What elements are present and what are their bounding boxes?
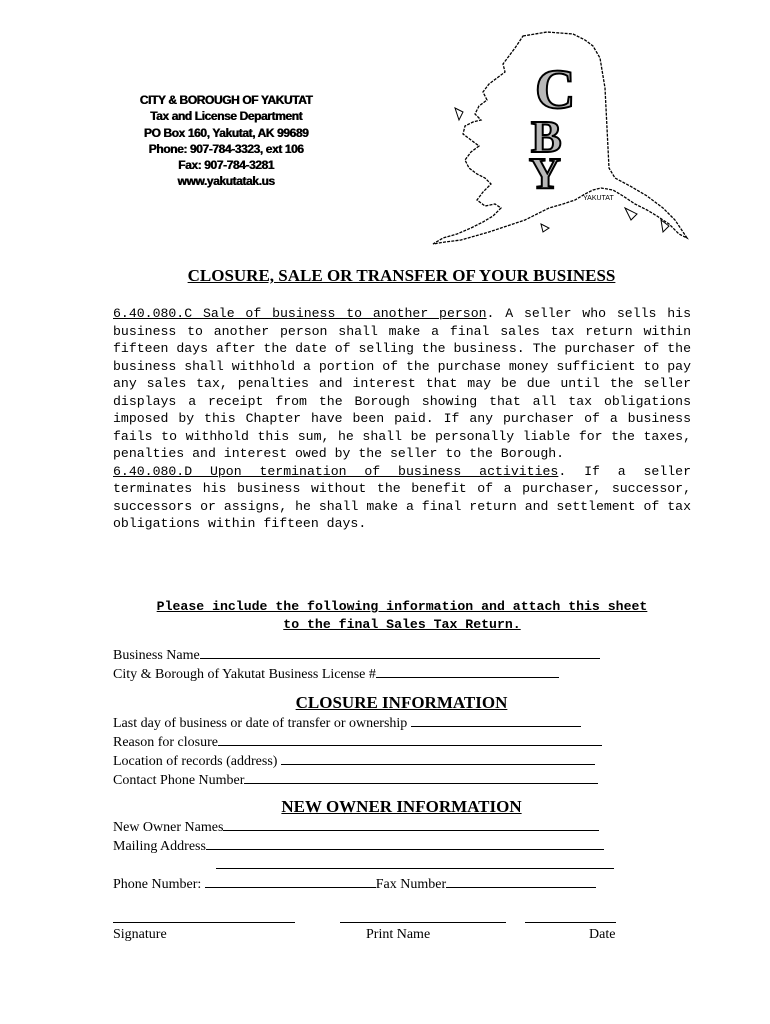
- cby-alaska-logo: [425, 28, 700, 250]
- new-owner-names-field[interactable]: [113, 818, 618, 837]
- phone-number-blank[interactable]: [205, 875, 376, 888]
- instruction-line-2: to the final Sales Tax Return.: [283, 616, 521, 632]
- header-fax: Fax: 907-784-3281: [178, 158, 274, 173]
- last-day-blank[interactable]: [411, 714, 581, 727]
- contact-phone-blank[interactable]: [244, 771, 598, 784]
- records-location-label: Location of records (address): [113, 754, 278, 769]
- print-name-label: Print Name: [366, 927, 431, 942]
- ordinance-c-body: . A seller who sells his business to another person shall make a final sales tax return within fifteen days after the date of selling the business. The purchaser of the business shall withhold a portion of the purchase money sufficient to pay any sales tax, penalties and interest that may be due until the seller displays a receipt from the Borough showing that all tax obligations imposed by this Chapter have been paid. If any purchaser of a business fails to withhold this sum, he shall be personally liable for the taxes, penalties and interest owed by the seller to the Borough.: [113, 306, 691, 461]
- business-license-label: City & Borough of Yakutat Business License #: [113, 667, 376, 682]
- fax-number-label: Fax Number: [375, 877, 447, 892]
- business-name-field[interactable]: [113, 646, 613, 665]
- ordinance-c-heading: 6.40.080.C Sale of business to another person: [113, 306, 487, 321]
- header-website: www.yakutatak.us: [177, 174, 275, 189]
- print-name-line[interactable]: [340, 922, 506, 923]
- signature-label: Signature: [113, 927, 167, 942]
- department-header: [100, 92, 352, 190]
- reason-field[interactable]: [113, 733, 613, 752]
- new-owner-names-blank[interactable]: [223, 818, 599, 831]
- contact-phone-field[interactable]: [113, 771, 613, 790]
- last-day-label: Last day of business or date of transfer or ownership: [113, 716, 408, 731]
- new-owner-fields: [113, 818, 618, 894]
- ordinance-d-body: . If a seller terminates his business without the benefit of a purchaser, successor, successors or assigns, he shall make a final return and settlement of tax obligations within fifteen days.: [113, 463, 691, 531]
- business-fields: [113, 646, 613, 684]
- business-license-field[interactable]: [113, 665, 613, 684]
- mailing-address-blank[interactable]: [206, 837, 604, 850]
- reason-label: Reason for closure: [113, 735, 218, 750]
- page-title: CLOSURE, SALE OR TRANSFER OF YOUR BUSINESS: [187, 266, 616, 285]
- mailing-address-field[interactable]: [113, 837, 618, 856]
- new-owner-heading: NEW OWNER INFORMATION: [281, 797, 522, 816]
- ordinance-text: [113, 305, 691, 533]
- contact-phone-label: Contact Phone Number: [113, 773, 245, 788]
- business-license-blank[interactable]: [376, 665, 559, 678]
- date-line[interactable]: [525, 922, 616, 923]
- phone-fax-field[interactable]: [113, 875, 618, 894]
- closure-fields: [113, 714, 613, 790]
- new-owner-names-label: New Owner Names: [113, 820, 224, 835]
- logo-letter-y: Y: [529, 149, 561, 198]
- logo-letter-c: C: [535, 59, 576, 121]
- records-location-field[interactable]: [113, 752, 613, 771]
- closure-heading: CLOSURE INFORMATION: [295, 693, 508, 712]
- mailing-address-blank-2[interactable]: [216, 856, 614, 869]
- business-name-blank[interactable]: [200, 646, 600, 659]
- business-name-label: Business Name: [113, 648, 200, 663]
- phone-number-label: Phone Number:: [113, 877, 202, 892]
- last-day-field[interactable]: [113, 714, 613, 733]
- logo-letter-b: B: [531, 111, 562, 162]
- mailing-address-label: Mailing Address: [113, 839, 206, 854]
- header-phone: Phone: 907-784-3323, ext 106: [148, 141, 304, 156]
- header-org-name: CITY & BOROUGH OF YAKUTAT: [139, 93, 313, 107]
- records-location-blank[interactable]: [281, 752, 595, 765]
- logo-map-label: YAKUTAT: [583, 195, 614, 202]
- reason-blank[interactable]: [218, 733, 602, 746]
- ordinance-d-heading: 6.40.080.D Upon termination of business activities: [113, 463, 559, 479]
- instruction-text: [113, 598, 691, 633]
- header-department: Tax and License Department: [149, 109, 303, 124]
- instruction-line-1: Please include the following information and attach this sheet: [156, 599, 648, 614]
- signature-line[interactable]: [113, 922, 295, 923]
- mailing-address-line-2[interactable]: [113, 856, 618, 875]
- header-po-box: PO Box 160, Yakutat, AK 99689: [143, 125, 309, 140]
- date-label: Date: [589, 927, 616, 942]
- fax-number-blank[interactable]: [446, 875, 596, 888]
